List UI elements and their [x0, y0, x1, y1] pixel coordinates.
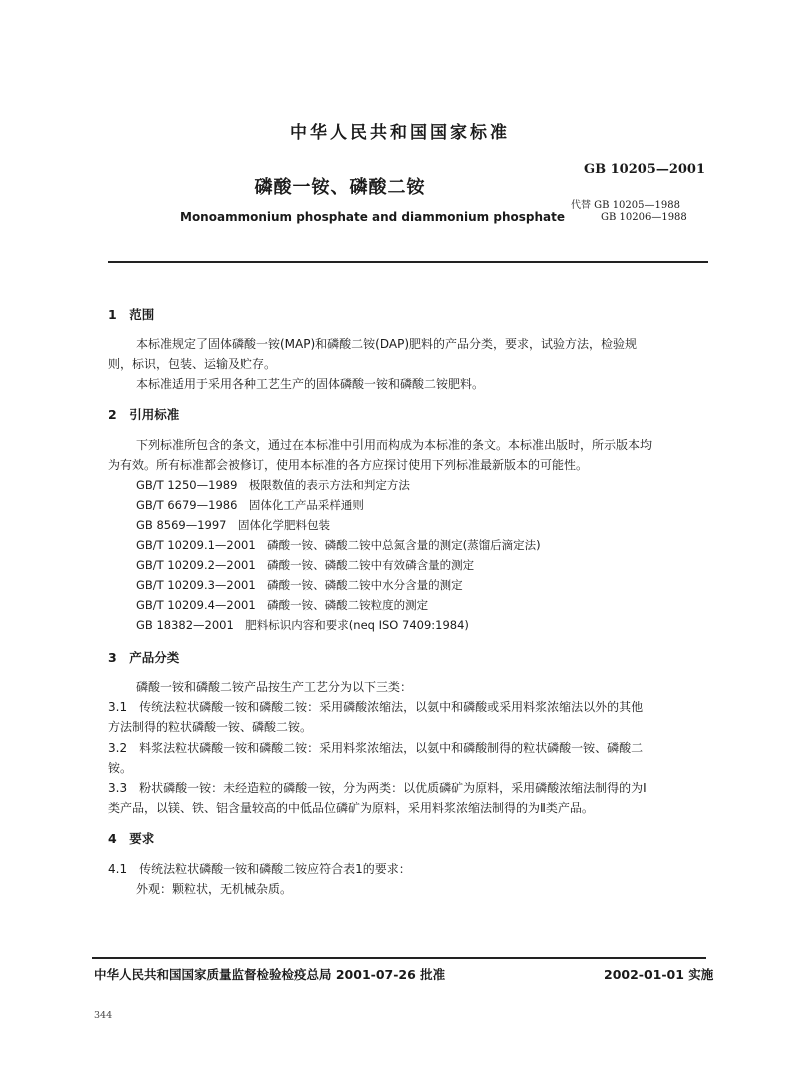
standard-number: GB 10205—2001 [584, 162, 706, 177]
footer-divider [92, 957, 706, 959]
section-3-line-1: 磷酸一铵和磷酸二铵产品按生产工艺分为以下三类： [136, 680, 413, 694]
section-1-line-3: 本标准适用于采用各种工艺生产的固体磷酸一铵和磷酸二铵肥料。 [136, 377, 485, 391]
section-3-line-2: 3.1 传统法粒状磷酸一铵和磷酸二铵：采用磷酸浓缩法，以氨中和磷酸或采用料浆浓缩法以外的其他 [108, 700, 644, 714]
replaces-line-1: 代替 GB 10205—1988 [571, 200, 680, 211]
section-4-line-1: 4.1 传统法粒状磷酸一铵和磷酸二铵应符合表1的要求： [108, 862, 411, 876]
section-3-heading: 3 产品分类 [108, 650, 180, 665]
reference-item: GB/T 10209.2—2001 磷酸一铵、磷酸二铵中有效磷含量的测定 [136, 558, 475, 572]
section-3-line-7: 类产品，以镁、铁、铝含量较高的中低品位磷矿为原料，采用料浆浓缩法制得的为Ⅱ类产品。 [108, 801, 594, 815]
section-3-line-3: 方法制得的粒状磷酸一铵、磷酸二铵。 [108, 720, 313, 734]
section-3-line-6: 3.3 粉状磷酸一铵：未经造粒的磷酸一铵，分为两类：以优质磷矿为原料，采用磷酸浓缩法制得的为Ⅰ [108, 781, 647, 795]
reference-item: GB/T 6679—1986 固体化工产品采样通则 [136, 498, 364, 512]
header-divider [108, 261, 708, 263]
section-1-line-1: 本标准规定了固体磷酸一铵(MAP)和磷酸二铵(DAP)肥料的产品分类，要求，试验方法，检验规 [136, 337, 638, 351]
section-2-heading: 2 引用标准 [108, 407, 180, 422]
section-4-line-2: 外观：颗粒状，无机械杂质。 [136, 882, 293, 896]
document-title-english: Monoammonium phosphate and diammonium phosphate [180, 210, 565, 224]
reference-item: GB/T 1250—1989 极限数值的表示方法和判定方法 [136, 478, 410, 492]
implementation-date: 2002-01-01 实施 [604, 967, 714, 982]
section-2-line-2: 为有效。所有标准都会被修订，使用本标准的各方应探讨使用下列标准最新版本的可能性。 [108, 458, 589, 472]
document-title-chinese: 磷酸一铵、磷酸二铵 [254, 177, 426, 198]
reference-item: GB/T 10209.3—2001 磷酸一铵、磷酸二铵中水分含量的测定 [136, 578, 463, 592]
replaces-line-2: GB 10206—1988 [601, 212, 687, 223]
replaces-standards [571, 200, 687, 224]
reference-item: GB 18382—2001 肥料标识内容和要求(neq ISO 7409:1984) [136, 618, 469, 632]
page-number: 344 [94, 1010, 113, 1021]
section-2-line-1: 下列标准所包含的条文，通过在本标准中引用而构成为本标准的条文。本标准出版时，所示版本均 [136, 438, 653, 452]
reference-item: GB/T 10209.1—2001 磷酸一铵、磷酸二铵中总氮含量的测定(蒸馏后滴定法) [136, 538, 541, 552]
approval-authority: 中华人民共和国国家质量监督检验检疫总局 2001-07-26 批准 [94, 967, 446, 982]
reference-item: GB 8569—1997 固体化学肥料包装 [136, 518, 330, 532]
reference-item: GB/T 10209.4—2001 磷酸一铵、磷酸二铵粒度的测定 [136, 598, 429, 612]
section-1-heading: 1 范围 [108, 307, 155, 322]
section-4-heading: 4 要求 [108, 831, 155, 846]
section-1-line-2: 则，标识，包装、运输及贮存。 [108, 357, 277, 371]
section-3-line-4: 3.2 料浆法粒状磷酸一铵和磷酸二铵：采用料浆浓缩法，以氨中和磷酸制得的粒状磷酸一铵、磷酸二 [108, 741, 644, 755]
standard-organization-title: 中华人民共和国国家标准 [290, 123, 510, 143]
section-3-line-5: 铵。 [108, 761, 133, 775]
